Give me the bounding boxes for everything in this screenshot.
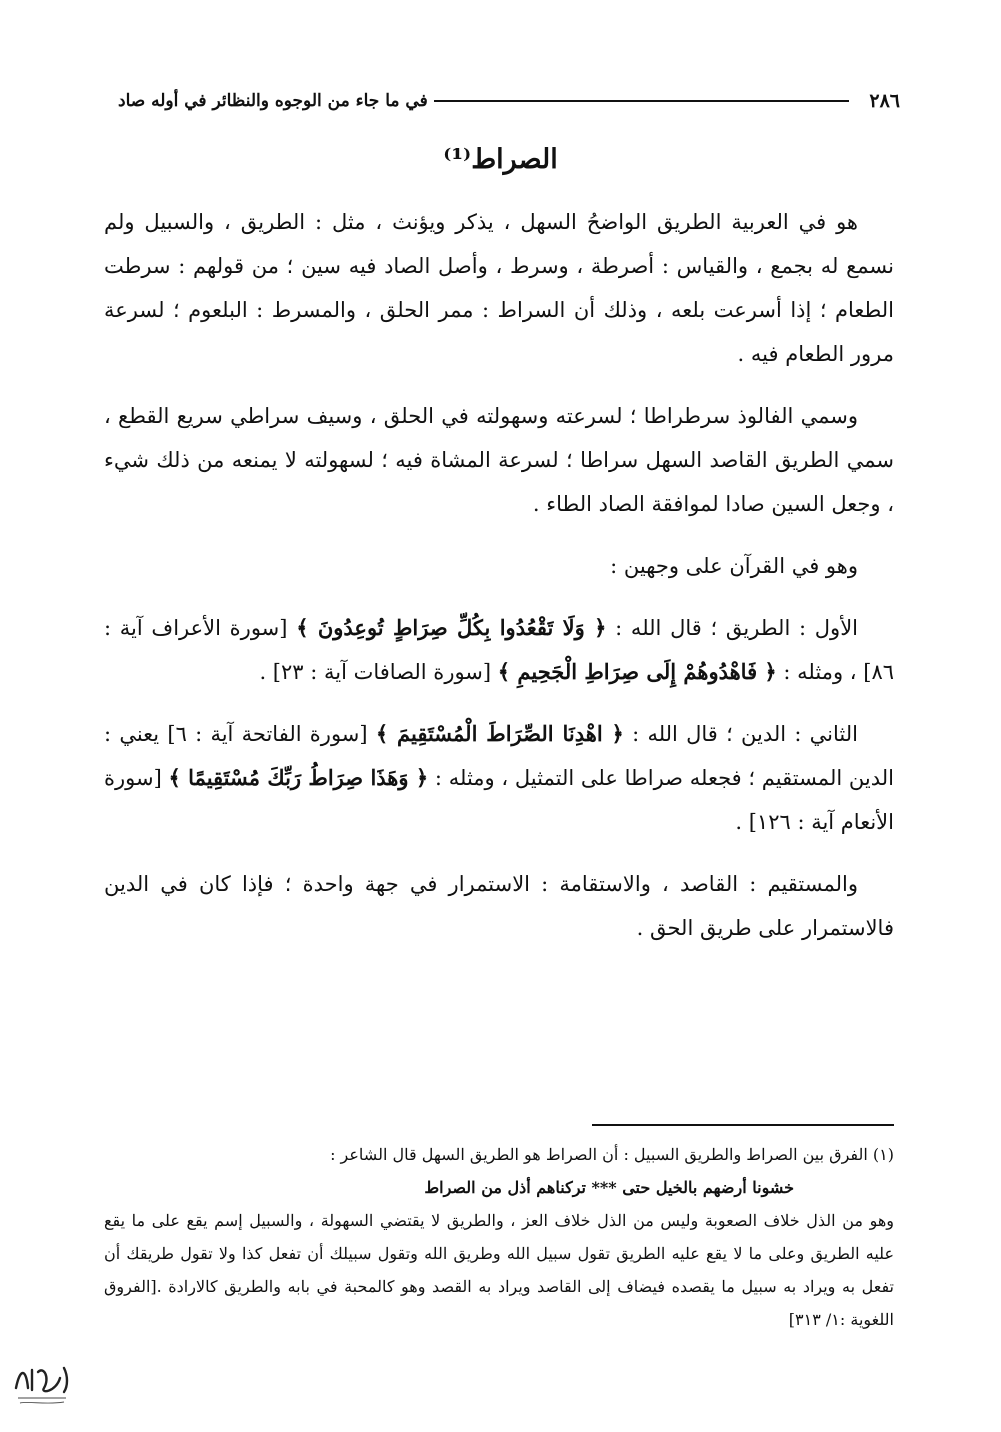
quran-verse: ﴿ فَاهْدُوهُمْ إِلَى صِرَاطِ الْجَحِيمِ ﴾ xyxy=(497,659,777,684)
page-number: ٢٨٦ xyxy=(869,90,900,112)
paragraph-two-senses: وهو في القرآن على وجهين : xyxy=(610,554,858,578)
footnotes xyxy=(104,1138,894,1336)
verse-reference: [سورة الصافات آية : ٢٣] . xyxy=(259,660,498,684)
footnote-verse: خشونا أرضهم بالخيل حتى *** تركناهم أذل من الصراط xyxy=(424,1178,794,1197)
entry-title: الصراط⁽¹⁾ xyxy=(443,144,558,175)
running-title: في ما جاء من الوجوه والنظائر في أوله صاد xyxy=(118,91,428,111)
footnote-body: وهو من الذل خلاف الصعوبة وليس من الذل خلاف العز ، والطريق لا يقتضي السهولة ، والسبيل إسم يقع على ما يقع عليه الطريق وعلى ما لا يقع عليه الطريق تقول سبيل الله وطريق الله وتقول سبيلك أن تفعل كذا ولا تقول طريقك أن تفعل به ويراد به سبيل ما يقصده فيضاف إلى القاصد ويراد به القصد وهو كالمحبة في بابه والطريق كالارادة .[الفروق اللغوية :١/ ٣١٣] xyxy=(104,1211,894,1329)
verse-reference: [سورة الفاتحة آية : ٦] يعني : الدين المستقيم ؛ فجعله صراطا على التمثيل ، ومثله : xyxy=(104,722,894,790)
entry-body xyxy=(104,200,894,968)
running-header xyxy=(118,86,900,116)
header-rule xyxy=(434,100,850,102)
paragraph-closing: والمستقيم : القاصد ، والاستقامة : الاستمرار في جهة واحدة ؛ فإذا كان في الدين فالاستمرار على طريق الحق . xyxy=(104,872,894,940)
paragraph-faluth: وسمي الفالوذ سرطراطا ؛ لسرعته وسهولته في الحلق ، وسيف سراطي سريع القطع ، سمي الطريق القاصد السهل سراطا ؛ لسرعة المشاة فيه ؛ لسهولته لا يمنعه من ذلك شيء ، وجعل السين صادا لموافقة الصاد الطاء . xyxy=(104,404,894,516)
footnote-rule xyxy=(592,1124,894,1126)
quran-verse: ﴿ وَهَذَا صِرَاطُ رَبِّكَ مُسْتَقِيمًا ﴾ xyxy=(168,765,429,790)
paragraph-definition: هو في العربية الطريق الواضحُ السهل ، يذكر ويؤنث ، مثل : الطريق ، والسبيل ولم نسمع له بجمع ، والقياس : أصرطة ، وسرط ، وأصل الصاد فيه سين ؛ من قولهم : سرطت الطعام ؛ إذا أسرعت بلعه ، وذلك أن السراط : ممر الحلق ، والمسرط : البلعوم ؛ لسرعة مرور الطعام فيه . xyxy=(104,210,894,366)
quran-verse: ﴿ وَلَا تَقْعُدُوا بِكُلِّ صِرَاطٍ تُوعِدُونَ ﴾ xyxy=(296,615,607,640)
second-sense-lead: الثاني : الدين ؛ قال الله : xyxy=(623,722,858,746)
paragraph-first-sense xyxy=(104,606,894,694)
first-sense-lead: الأول : الطريق ؛ قال الله : xyxy=(606,616,859,640)
footnote-first-line: (١) الفرق بين الصراط والطريق السبيل : أن الصراط هو الطريق السهل قال الشاعر : xyxy=(330,1145,894,1164)
quran-verse: ﴿ اهْدِنَا الصِّرَاطَ الْمُسْتَقِيمَ ﴾ xyxy=(375,721,624,746)
paragraph-second-sense xyxy=(104,712,894,844)
library-stamp-icon xyxy=(10,1358,74,1408)
verse-reference: [سورة الأعراف آية : ٨٦] ، ومثله : xyxy=(104,616,894,684)
verse-reference: [سورة الأنعام آية : ١٢٦] . xyxy=(104,766,894,834)
